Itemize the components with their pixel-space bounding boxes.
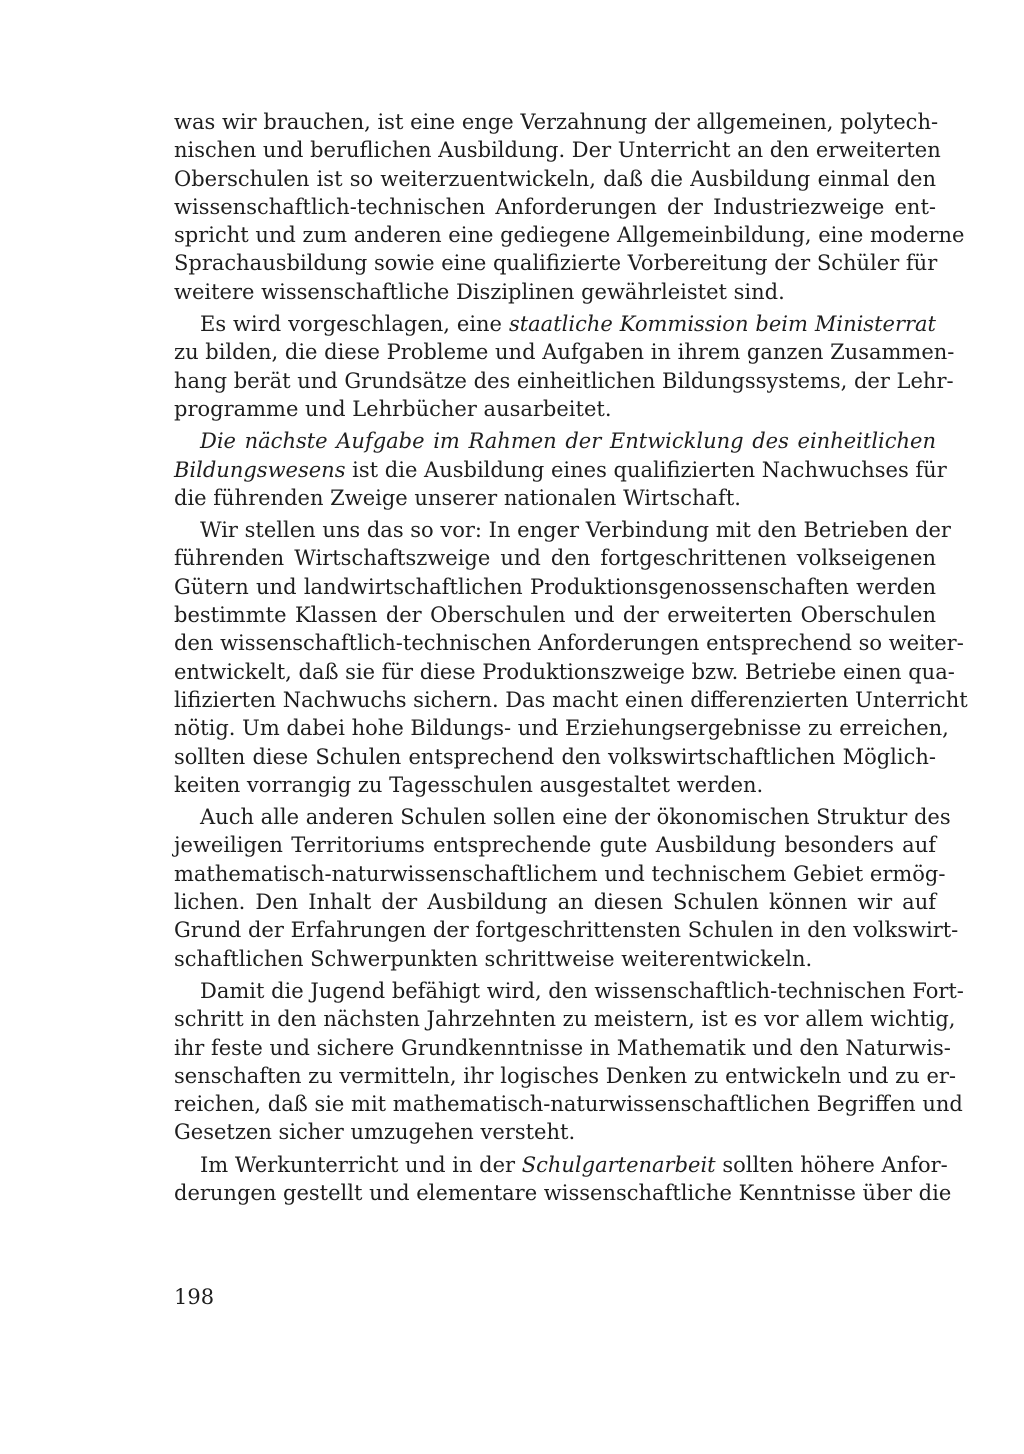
text-line: [174, 456, 947, 484]
text-run: Im Werkunterricht und in der: [200, 1152, 522, 1177]
emphasis-text: Die nächste Aufgabe im Rahmen der Entwicklung des einheitlichen: [200, 429, 936, 454]
emphasis-text: staatliche Kommission beim Ministerrat: [508, 312, 936, 337]
text-line: Oberschulen ist so weiterzuentwickeln, daß die Ausbildung einmal den: [174, 166, 936, 191]
text-line: Wir stellen uns das so vor: In enger Verbindung mit den Betrieben der: [200, 518, 951, 543]
paragraph: [174, 803, 959, 973]
paragraph: [174, 516, 968, 799]
text-line: reichen, daß sie mit mathematisch-naturwissenschaftlichen Begriffen und: [174, 1092, 963, 1117]
text-line: derungen gestellt und elementare wissenschaftliche Kenntnisse über die: [174, 1180, 952, 1205]
text-line: den wissenschaftlich-technischen Anforderungen entsprechend so weiter-: [174, 631, 964, 656]
text-line: [174, 427, 936, 455]
text-line: keiten vorrangig zu Tagesschulen ausgestaltet werden.: [174, 772, 764, 797]
text-line: schritt in den nächsten Jahrzehnten zu meistern, ist es vor allem wichtig,: [174, 1007, 956, 1032]
text-line: schaftlichen Schwerpunkten schrittweise weiterentwickeln.: [174, 946, 813, 971]
text-line: ihr feste und sichere Grundkenntnisse in Mathematik und den Naturwis-: [174, 1035, 951, 1060]
text-line: mathematisch-naturwissenschaftlichem und technischem Gebiet ermög-: [174, 861, 946, 886]
paragraph: [174, 427, 947, 512]
text-line: programme und Lehrbücher ausarbeitet.: [174, 396, 612, 421]
text-line: führenden Wirtschaftszweige und den fortgeschrittenen volkseigenen: [174, 546, 936, 571]
text-line: die führenden Zweige unserer nationalen Wirtschaft.: [174, 485, 741, 510]
text-line: was wir brauchen, ist eine enge Verzahnung der allgemeinen, polytech-: [174, 110, 939, 134]
text-line: weitere wissenschaftliche Disziplinen gewährleistet sind.: [174, 279, 785, 304]
text-line: senschaften zu vermitteln, ihr logisches Denken zu entwickeln und zu er-: [174, 1063, 957, 1088]
text-line: zu bilden, die diese Probleme und Aufgaben in ihrem ganzen Zusammen-: [174, 340, 955, 365]
paragraph: [174, 977, 964, 1147]
text-run: sollten höhere Anfor-: [715, 1152, 948, 1177]
text-line: sollten diese Schulen entsprechend den volkswirtschaftlichen Möglich-: [174, 744, 936, 769]
text-line: lifizierten Nachwuchs sichern. Das macht einen differenzierten Unterricht: [174, 687, 968, 712]
text-line: jeweiligen Territoriums entsprechende gute Ausbildung besonders auf: [174, 833, 936, 858]
text-line: bestimmte Klassen der Oberschulen und der erweiterten Oberschulen: [174, 603, 936, 628]
paragraph: [174, 108, 965, 306]
page-number: 198: [174, 1285, 215, 1309]
text-run: Es wird vorgeschlagen, eine: [200, 312, 509, 337]
text-line: Gütern und landwirtschaftlichen Produktionsgenossenschaften werden: [174, 574, 936, 599]
text-line: spricht und zum anderen eine gediegene Allgemeinbildung, eine moderne: [174, 223, 965, 248]
paragraph: [174, 310, 955, 423]
text-run: ist die Ausbildung eines qualifizierten Nachwuchses für: [345, 457, 947, 482]
body-text: [174, 108, 968, 1207]
paragraph: [174, 1151, 952, 1208]
text-line: Sprachausbildung sowie eine qualifizierte Vorbereitung der Schüler für: [174, 251, 938, 276]
text-line: Damit die Jugend befähigt wird, den wissenschaftlich-technischen Fort-: [200, 978, 964, 1003]
text-line: Gesetzen sicher umzugehen versteht.: [174, 1120, 576, 1145]
text-line: entwickelt, daß sie für diese Produktionszweige bzw. Betriebe einen qua-: [174, 659, 955, 684]
text-line: nötig. Um dabei hohe Bildungs- und Erziehungsergebnisse zu erreichen,: [174, 716, 949, 741]
text-line: [174, 310, 936, 338]
text-line: Grund der Erfahrungen der fortgeschrittensten Schulen in den volkswirt-: [174, 918, 959, 943]
text-line: lichen. Den Inhalt der Ausbildung an diesen Schulen können wir auf: [174, 890, 936, 915]
text-line: wissenschaftlich-technischen Anforderungen der Industriezweige ent-: [174, 194, 936, 219]
emphasis-text: Schulgartenarbeit: [521, 1152, 716, 1177]
text-line: nischen und beruflichen Ausbildung. Der Unterricht an den erweiterten: [174, 138, 941, 163]
emphasis-text: Bildungswesens: [174, 457, 346, 482]
text-line: [174, 1151, 948, 1179]
text-line: hang berät und Grundsätze des einheitlichen Bildungssystems, der Lehr-: [174, 368, 954, 393]
text-line: Auch alle anderen Schulen sollen eine der ökonomischen Struktur des: [200, 805, 951, 830]
